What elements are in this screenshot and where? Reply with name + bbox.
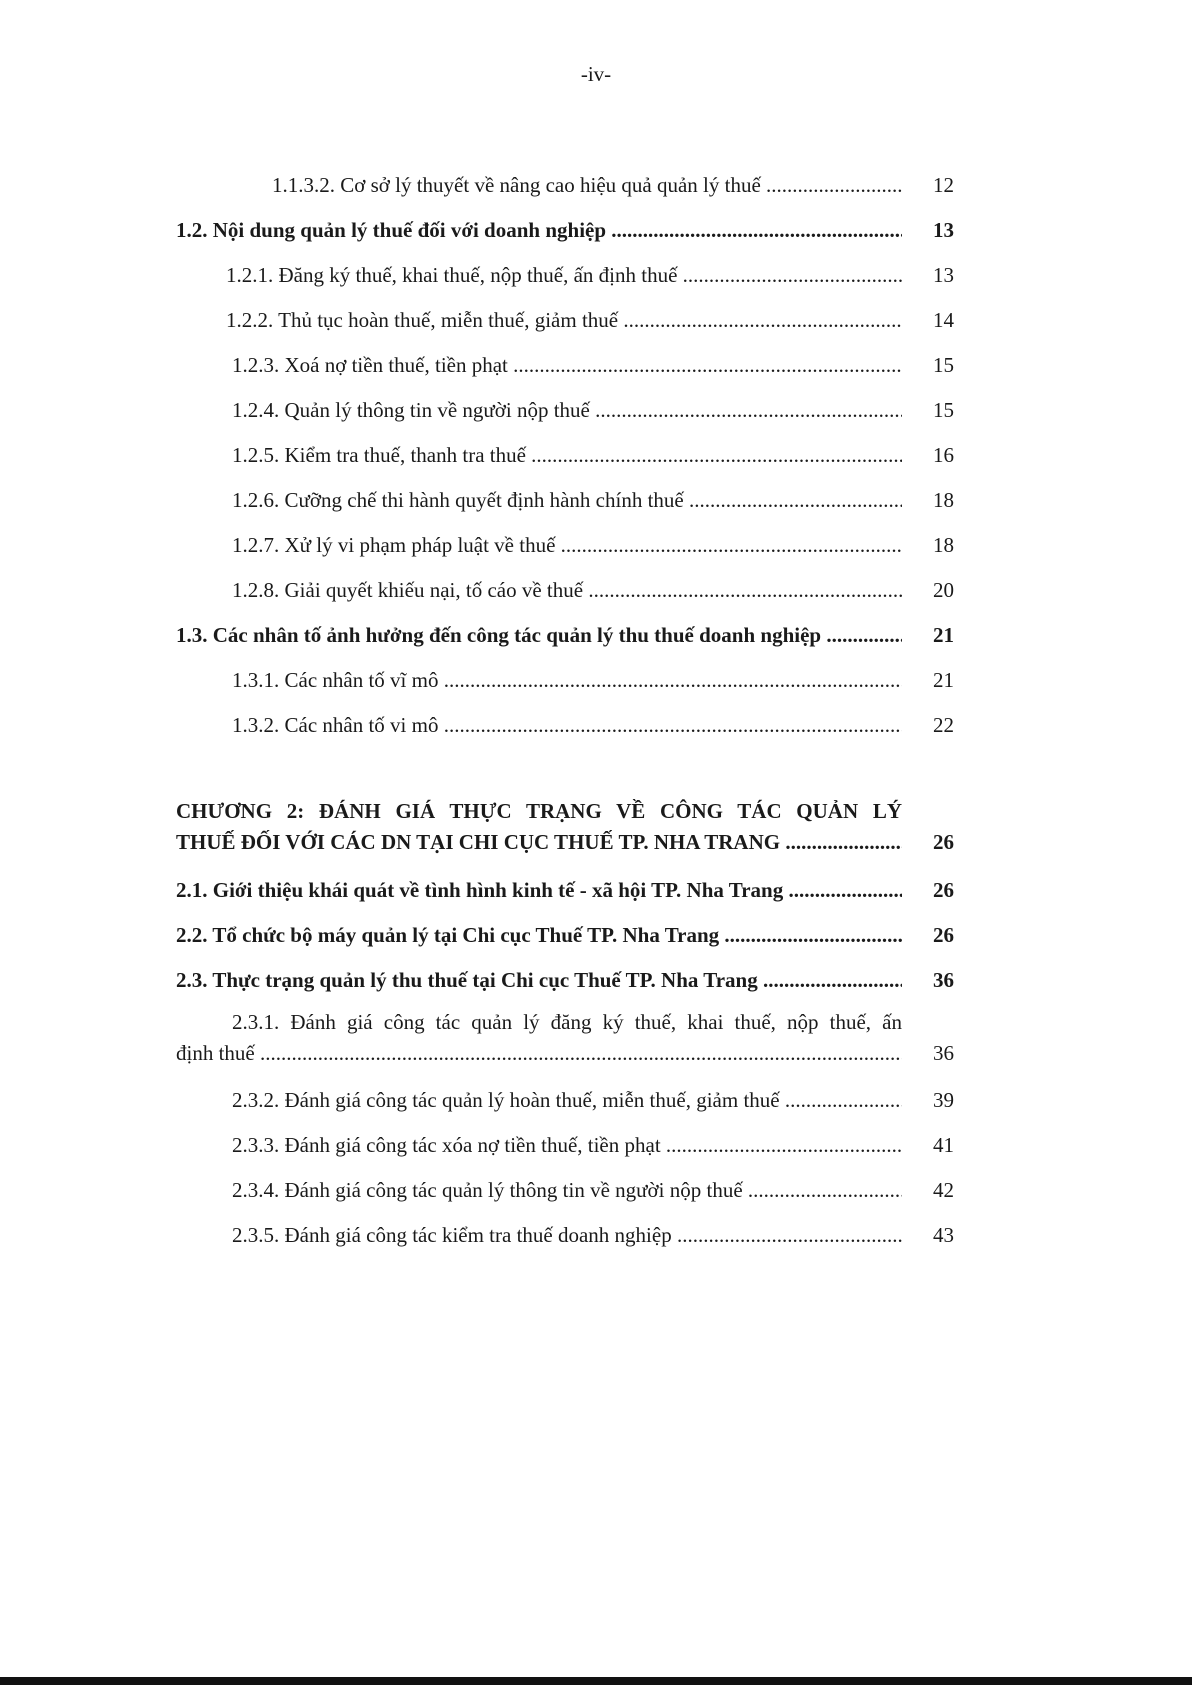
toc-entry[interactable] xyxy=(176,215,954,245)
page-bottom-edge xyxy=(0,1677,1192,1685)
toc-entry-title-line2: định thuế ..... xyxy=(176,1038,902,1069)
toc-entry-line2 xyxy=(176,827,954,858)
toc-entry-page: 42 xyxy=(933,1178,954,1202)
toc-entry[interactable] xyxy=(176,170,954,200)
toc-entry-title: 1.2.3. Xoá nợ tiền thuế, tiền phạt ..... xyxy=(232,350,902,380)
toc-entry-page: 36 xyxy=(933,1041,954,1065)
toc-entry[interactable] xyxy=(176,530,954,560)
toc-entry-page: 41 xyxy=(933,1133,954,1157)
toc-entry-title: 2.1. Giới thiệu khái quát về tình hình kinh tế - xã hội TP. Nha Trang ..... xyxy=(176,875,902,905)
toc-entry-title: 1.2. Nội dung quản lý thuế đối với doanh nghiệp ..... xyxy=(176,215,902,245)
toc-entry-page: 21 xyxy=(933,623,954,647)
toc-entry-title: 1.3. Các nhân tố ảnh hưởng đến công tác quản lý thu thuế doanh nghiệp ..... xyxy=(176,620,902,650)
toc-entry[interactable] xyxy=(176,920,954,950)
toc-entry[interactable] xyxy=(176,1130,954,1160)
toc-entry-title: 1.2.6. Cưỡng chế thi hành quyết định hành chính thuế ..... xyxy=(232,485,902,515)
toc-entry-page: 26 xyxy=(933,923,954,947)
toc-entry-page: 15 xyxy=(933,398,954,422)
toc-entry[interactable] xyxy=(176,665,954,695)
toc-entry[interactable] xyxy=(176,350,954,380)
toc-entry-page: 36 xyxy=(933,968,954,992)
toc-entry[interactable] xyxy=(176,875,954,905)
toc-entry-page: 43 xyxy=(933,1223,954,1247)
toc-entry-title: 1.2.7. Xử lý vi phạm pháp luật về thuế ..... xyxy=(232,530,902,560)
toc-entry-page: 15 xyxy=(933,353,954,377)
toc-entry-page: 13 xyxy=(933,218,954,242)
toc-entry-title: 2.3. Thực trạng quản lý thu thuế tại Chi cục Thuế TP. Nha Trang ..... xyxy=(176,965,902,995)
toc-entry[interactable] xyxy=(176,620,954,650)
toc-entry-title-line1: 2.3.1. Đánh giá công tác quản lý đăng ký thuế, khai thuế, nộp thuế, ấn xyxy=(232,1010,902,1034)
toc-entry-title: 1.3.2. Các nhân tố vi mô ..... xyxy=(232,710,902,740)
toc-entry-title: 1.2.5. Kiểm tra thuế, thanh tra thuế ..... xyxy=(232,440,902,470)
toc-entry[interactable] xyxy=(176,965,954,995)
toc-entry[interactable] xyxy=(176,1220,954,1250)
toc-entry-title-line2: THUẾ ĐỐI VỚI CÁC DN TẠI CHI CỤC THUẾ TP. NHA TRANG ..... xyxy=(176,827,902,858)
toc-entry-title: 1.2.2. Thủ tục hoàn thuế, miễn thuế, giảm thuế ..... xyxy=(226,305,902,335)
toc-entry-chapter[interactable] xyxy=(176,796,954,858)
toc-entry-page: 12 xyxy=(933,173,954,197)
toc-entry-page: 21 xyxy=(933,668,954,692)
toc-entry[interactable] xyxy=(176,440,954,470)
toc-entry-title: 2.3.2. Đánh giá công tác quản lý hoàn thuế, miễn thuế, giảm thuế ..... xyxy=(232,1085,902,1115)
toc-entry-page: 20 xyxy=(933,578,954,602)
toc-entry-page: 16 xyxy=(933,443,954,467)
toc-entry-line2 xyxy=(176,1038,954,1069)
toc-entry[interactable] xyxy=(176,710,954,740)
toc-entry-multiline[interactable] xyxy=(176,1007,954,1069)
toc-entry-page: 13 xyxy=(933,263,954,287)
toc-entry-title: 1.1.3.2. Cơ sở lý thuyết về nâng cao hiệu quả quản lý thuế ..... xyxy=(272,170,902,200)
toc-entry-title: 2.3.5. Đánh giá công tác kiểm tra thuế doanh nghiệp ..... xyxy=(232,1220,902,1250)
toc-entry-page: 14 xyxy=(933,308,954,332)
toc-entry-title: 2.3.4. Đánh giá công tác quản lý thông tin về người nộp thuế ..... xyxy=(232,1175,902,1205)
toc-entry[interactable] xyxy=(176,260,954,290)
toc-entry-page: 22 xyxy=(933,713,954,737)
toc-entry[interactable] xyxy=(176,485,954,515)
toc-entry-title: 1.3.1. Các nhân tố vĩ mô ..... xyxy=(232,665,902,695)
page-number: -iv- xyxy=(580,62,612,86)
toc-entry-title: 1.2.8. Giải quyết khiếu nại, tố cáo về thuế ..... xyxy=(232,575,902,605)
toc-entry[interactable] xyxy=(176,575,954,605)
toc-entry[interactable] xyxy=(176,305,954,335)
toc-entry[interactable] xyxy=(176,1175,954,1205)
toc-entry[interactable] xyxy=(176,395,954,425)
toc-entry-title: 2.3.3. Đánh giá công tác xóa nợ tiền thuế, tiền phạt ..... xyxy=(232,1130,902,1160)
toc-entry[interactable] xyxy=(176,1085,954,1115)
toc-entry-title: 1.2.4. Quản lý thông tin về người nộp thuế ..... xyxy=(232,395,902,425)
toc-entry-page: 18 xyxy=(933,533,954,557)
toc-entry-page: 39 xyxy=(933,1088,954,1112)
toc-entry-title: 1.2.1. Đăng ký thuế, khai thuế, nộp thuế, ấn định thuế ..... xyxy=(226,260,902,290)
toc-entry-title: 2.2. Tổ chức bộ máy quản lý tại Chi cục Thuế TP. Nha Trang ..... xyxy=(176,920,902,950)
toc-entry-page: 26 xyxy=(933,878,954,902)
toc-entry-page: 26 xyxy=(933,830,954,854)
toc-entry-title-line1: CHƯƠNG 2: ĐÁNH GIÁ THỰC TRẠNG VỀ CÔNG TÁC QUẢN LÝ xyxy=(176,799,902,823)
toc-entry-page: 18 xyxy=(933,488,954,512)
